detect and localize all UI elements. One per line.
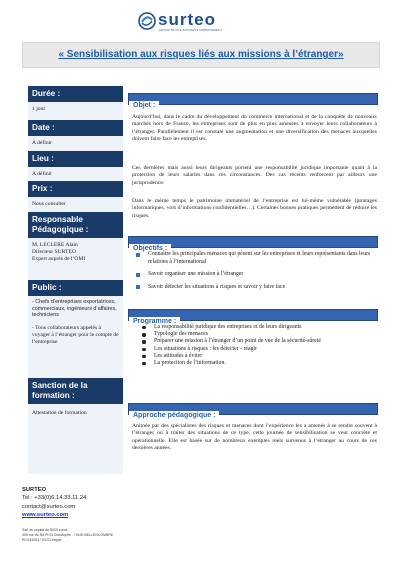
responsable-block (28, 212, 123, 267)
responsable-name: M. LECLERE Alain (32, 241, 78, 248)
objectif-text: Savoir détecter les situations à risques et savoir y faire face (148, 283, 286, 290)
bullet-dot-icon (142, 348, 146, 352)
prix-label: Prix : (28, 181, 123, 197)
programme-item (142, 360, 367, 367)
public-text-2: - Tous collaborateurs appelés à voyager à l’étranger pour le compte de l’entreprise (32, 325, 119, 346)
prix-block (28, 181, 123, 212)
objectif-item (134, 271, 374, 279)
footer-website-link[interactable]: www.surteo.com (22, 512, 69, 519)
responsable-label: Responsable Pédagogique : (28, 212, 123, 238)
objet-paragraph-1: Aujourd’hui, dans le cadre du développement du commerce international et de la conquête de nouveaux marchés hors de France, les entreprises sont de plus en plus amenées à envoyer leurs collaborateurs à l’étranger. Parallèlement il est constaté une augmentation et une diversification des menaces auxquelles doivent faire face les entreprises. (132, 114, 377, 142)
bullet-dot-icon (142, 355, 146, 359)
objectif-text: Savoir organiser une mission à l’étranger (148, 271, 244, 278)
footer-email[interactable]: contact@surteo.com (22, 503, 76, 510)
programme-text: La protection de l’information. (154, 360, 226, 367)
sanction-block (28, 378, 123, 421)
responsable-expertise: Expert auprès de l’OMI (32, 255, 86, 262)
public-label: Public : (28, 280, 123, 296)
legal-capital: Sarl au capital de 8000 euros (22, 528, 68, 532)
footer-legal (22, 528, 113, 543)
programme-heading: Programme : (129, 317, 180, 327)
title-banner (22, 42, 380, 68)
programme-item (142, 331, 367, 338)
legal-rcs: RCS492817 RCS Dieppe (22, 537, 62, 542)
sanction-value: Attestation de formation (32, 409, 87, 416)
logo-tagline: SECURITE FOR BUSINESS IMPROVEMENT (159, 29, 223, 32)
objet-heading: Objet : (129, 101, 159, 111)
public-text-1: - Chefs d’entreprises exportatrices, commerciaux, ingénieurs d’affaires, techniciens (32, 298, 117, 319)
square-bullet-icon (136, 273, 140, 277)
square-bullet-icon (136, 253, 140, 257)
objectifs-list (134, 251, 374, 296)
logo-name: surteo (158, 10, 216, 29)
objet-paragraph-3: Dans le même temps le patrimoine immatériel de l’entreprise est lui-même vulnérable (piratages informatiques, vols d’informations confidentielles…). Certaines bonnes pratiques permettent de réduire les risques. (132, 198, 377, 219)
logo-mark-icon (138, 12, 156, 30)
programme-item (142, 324, 367, 331)
objectif-item (134, 284, 374, 292)
date-label: Date : (28, 120, 123, 136)
objectif-text: Connaître les principales menaces qui pèsent sur les entreprises et leurs représentants dans leurs relations à l’international (148, 251, 371, 265)
bullet-dot-icon (142, 333, 146, 337)
programme-text: Les attitudes à éviter (154, 352, 203, 359)
approche-heading-bar (128, 403, 378, 419)
programme-heading-bar (128, 309, 378, 325)
info-sidebar (28, 86, 123, 474)
legal-address: 409 rue du Rd Pt St Christophe - 74490 BELLENCOMBRE (22, 532, 114, 537)
footer-contact (22, 486, 86, 520)
lieu-label: Lieu : (28, 151, 123, 167)
responsable-value (28, 238, 123, 267)
public-block (28, 280, 123, 350)
bullet-dot-icon (142, 340, 146, 344)
programme-list (142, 324, 367, 367)
programme-text: La responsabilité juridique des entreprises et de leurs dirigeants (154, 324, 302, 330)
duree-label: Durée : (28, 86, 123, 102)
bullet-dot-icon (142, 326, 146, 330)
programme-text: Typologie des menaces (154, 331, 209, 338)
approche-heading: Approche pédagogique : (129, 411, 219, 421)
lieu-block (28, 151, 123, 182)
date-block (28, 120, 123, 151)
duree-block (28, 86, 123, 117)
duree-value: 1 jour (32, 105, 46, 112)
objectifs-heading-bar (128, 236, 378, 252)
objet-paragraph-2: Ces dernières mais aussi leurs dirigeants portent une responsabilité juridique importante quant à la protection de leurs salariés dans ces circonstances. Des cas récents renforcent par ailleurs une jurisprudence. (132, 165, 377, 186)
approche-paragraph: Animée par des spécialistes des risques et menaces dont l’expérience les a amenés à se rendre souvent à l’étranger ou à traiter des situations de ce type, cette journée de sensibilisation se veut concrète et opérationnelle. Elle est basée sur de nombreux exemples réels survenus à l’étranger au cours de ces dernières années. (132, 423, 377, 451)
square-bullet-icon (136, 285, 140, 289)
programme-item (142, 338, 367, 345)
lieu-value: A définir (32, 170, 53, 177)
programme-text: Les situations à risques : les détecter - réagir (154, 345, 258, 352)
programme-item (142, 346, 367, 353)
bullet-dot-icon (142, 362, 146, 366)
date-value: A définir (32, 139, 53, 146)
logo (0, 6, 400, 34)
objectif-item (134, 251, 374, 266)
objet-heading-bar (128, 93, 378, 109)
page-title: « Sensibilisation aux risques liés aux missions à l’étranger» (58, 49, 344, 60)
footer-phone: Tel : +33(0)6.14.33.11.24 (22, 495, 87, 502)
prix-value: Nous consulter (32, 200, 66, 207)
sanction-label: Sanction de la formation : (28, 378, 123, 404)
footer-org: SURTEO (22, 487, 47, 493)
programme-text: Préparer une mission à l’étranger d’un point de vue de la sécurité-sûreté (154, 338, 321, 345)
responsable-role: Directeur SURTEO (32, 248, 76, 255)
objectifs-heading: Objectifs : (129, 244, 171, 254)
